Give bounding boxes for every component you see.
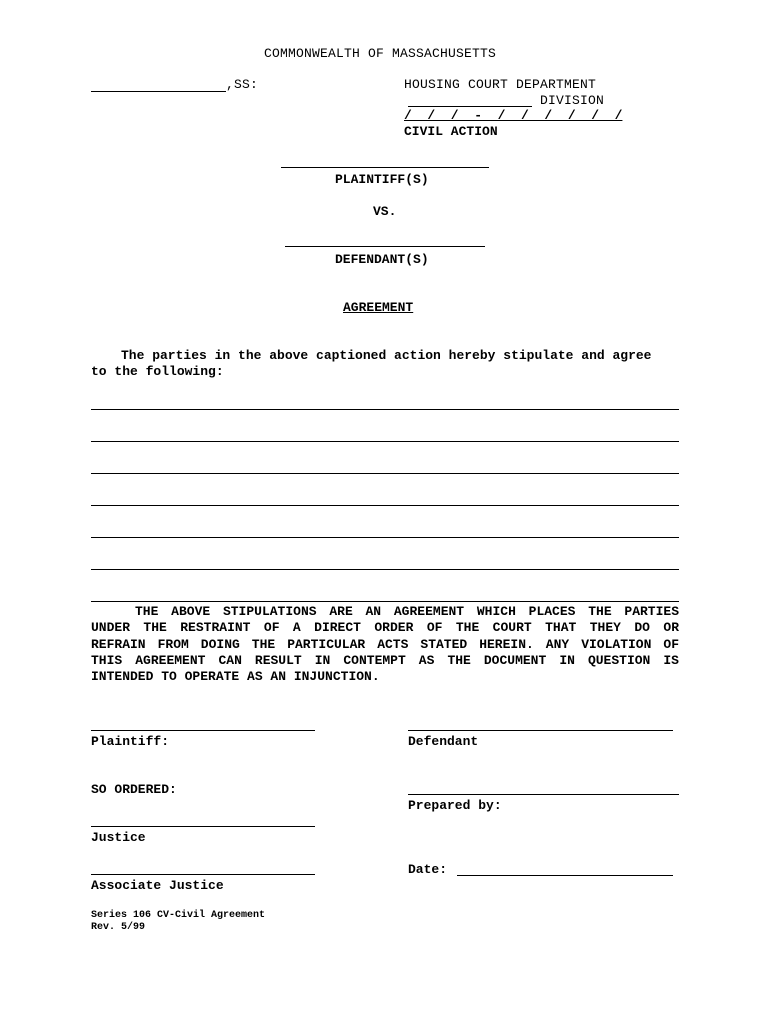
agreement-line[interactable]	[91, 601, 679, 602]
versus-label: VS.	[373, 204, 397, 219]
docket-number-field[interactable]: / / / - / / / / / /	[404, 108, 623, 123]
agreement-line[interactable]	[91, 441, 679, 442]
so-ordered-label: SO ORDERED:	[91, 782, 177, 797]
civil-action-label: CIVIL ACTION	[404, 124, 498, 139]
defendant-signature-line[interactable]	[408, 730, 673, 731]
court-department: HOUSING COURT DEPARTMENT	[404, 77, 597, 92]
agreement-line[interactable]	[91, 473, 679, 474]
defendant-name-blank[interactable]	[285, 246, 485, 247]
form-revision: Rev. 5/99	[91, 922, 146, 933]
date-line[interactable]	[457, 875, 673, 876]
plaintiff-caption: PLAINTIFF(S)	[335, 172, 429, 187]
defendant-signature-label: Defendant	[408, 734, 479, 749]
prepared-by-line[interactable]	[408, 794, 679, 795]
form-series: Series 106 CV-Civil Agreement	[91, 910, 266, 921]
stipulation-line-5: INTENDED TO OPERATE AS AN INJUNCTION.	[91, 669, 380, 685]
plaintiff-name-blank[interactable]	[281, 167, 489, 168]
justice-label: Justice	[91, 830, 146, 845]
prepared-by-label: Prepared by:	[408, 798, 502, 813]
intro-line-2: to the following:	[91, 364, 224, 379]
commonwealth-heading: COMMONWEALTH OF MASSACHUSETTS	[264, 46, 497, 61]
associate-justice-signature-line[interactable]	[91, 874, 315, 875]
plaintiff-signature-line[interactable]	[91, 730, 315, 731]
agreement-line[interactable]	[91, 409, 679, 410]
associate-justice-label: Associate Justice	[91, 878, 224, 893]
agreement-line[interactable]	[91, 505, 679, 506]
plaintiff-signature-label: Plaintiff:	[91, 734, 170, 749]
ss-label: ,SS:	[226, 77, 259, 92]
justice-signature-line[interactable]	[91, 826, 315, 827]
agreement-line[interactable]	[91, 569, 679, 570]
document-title: AGREEMENT	[343, 300, 414, 315]
division-label: DIVISION	[540, 93, 605, 108]
county-blank[interactable]	[91, 91, 226, 92]
intro-line-1: The parties in the above captioned action hereby stipulate and agree	[121, 348, 652, 363]
stipulation-line-3: REFRAIN FROM DOING THE PARTICULAR ACTS STATED HEREIN. ANY VIOLATION OF	[91, 636, 679, 652]
date-label: Date:	[408, 862, 448, 877]
stipulation-paragraph	[91, 604, 679, 685]
agreement-line[interactable]	[91, 537, 679, 538]
defendant-caption: DEFENDANT(S)	[335, 252, 429, 267]
division-blank[interactable]	[408, 106, 532, 107]
stipulation-line-4: THIS AGREEMENT CAN RESULT IN CONTEMPT AS THE DOCUMENT IN QUESTION IS	[91, 652, 679, 668]
stipulation-line-2: UNDER THE RESTRAINT OF A DIRECT ORDER OF THE COURT THAT THEY DO OR	[91, 620, 679, 636]
stipulation-line-1: THE ABOVE STIPULATIONS ARE AN AGREEMENT WHICH PLACES THE PARTIES	[135, 604, 679, 619]
